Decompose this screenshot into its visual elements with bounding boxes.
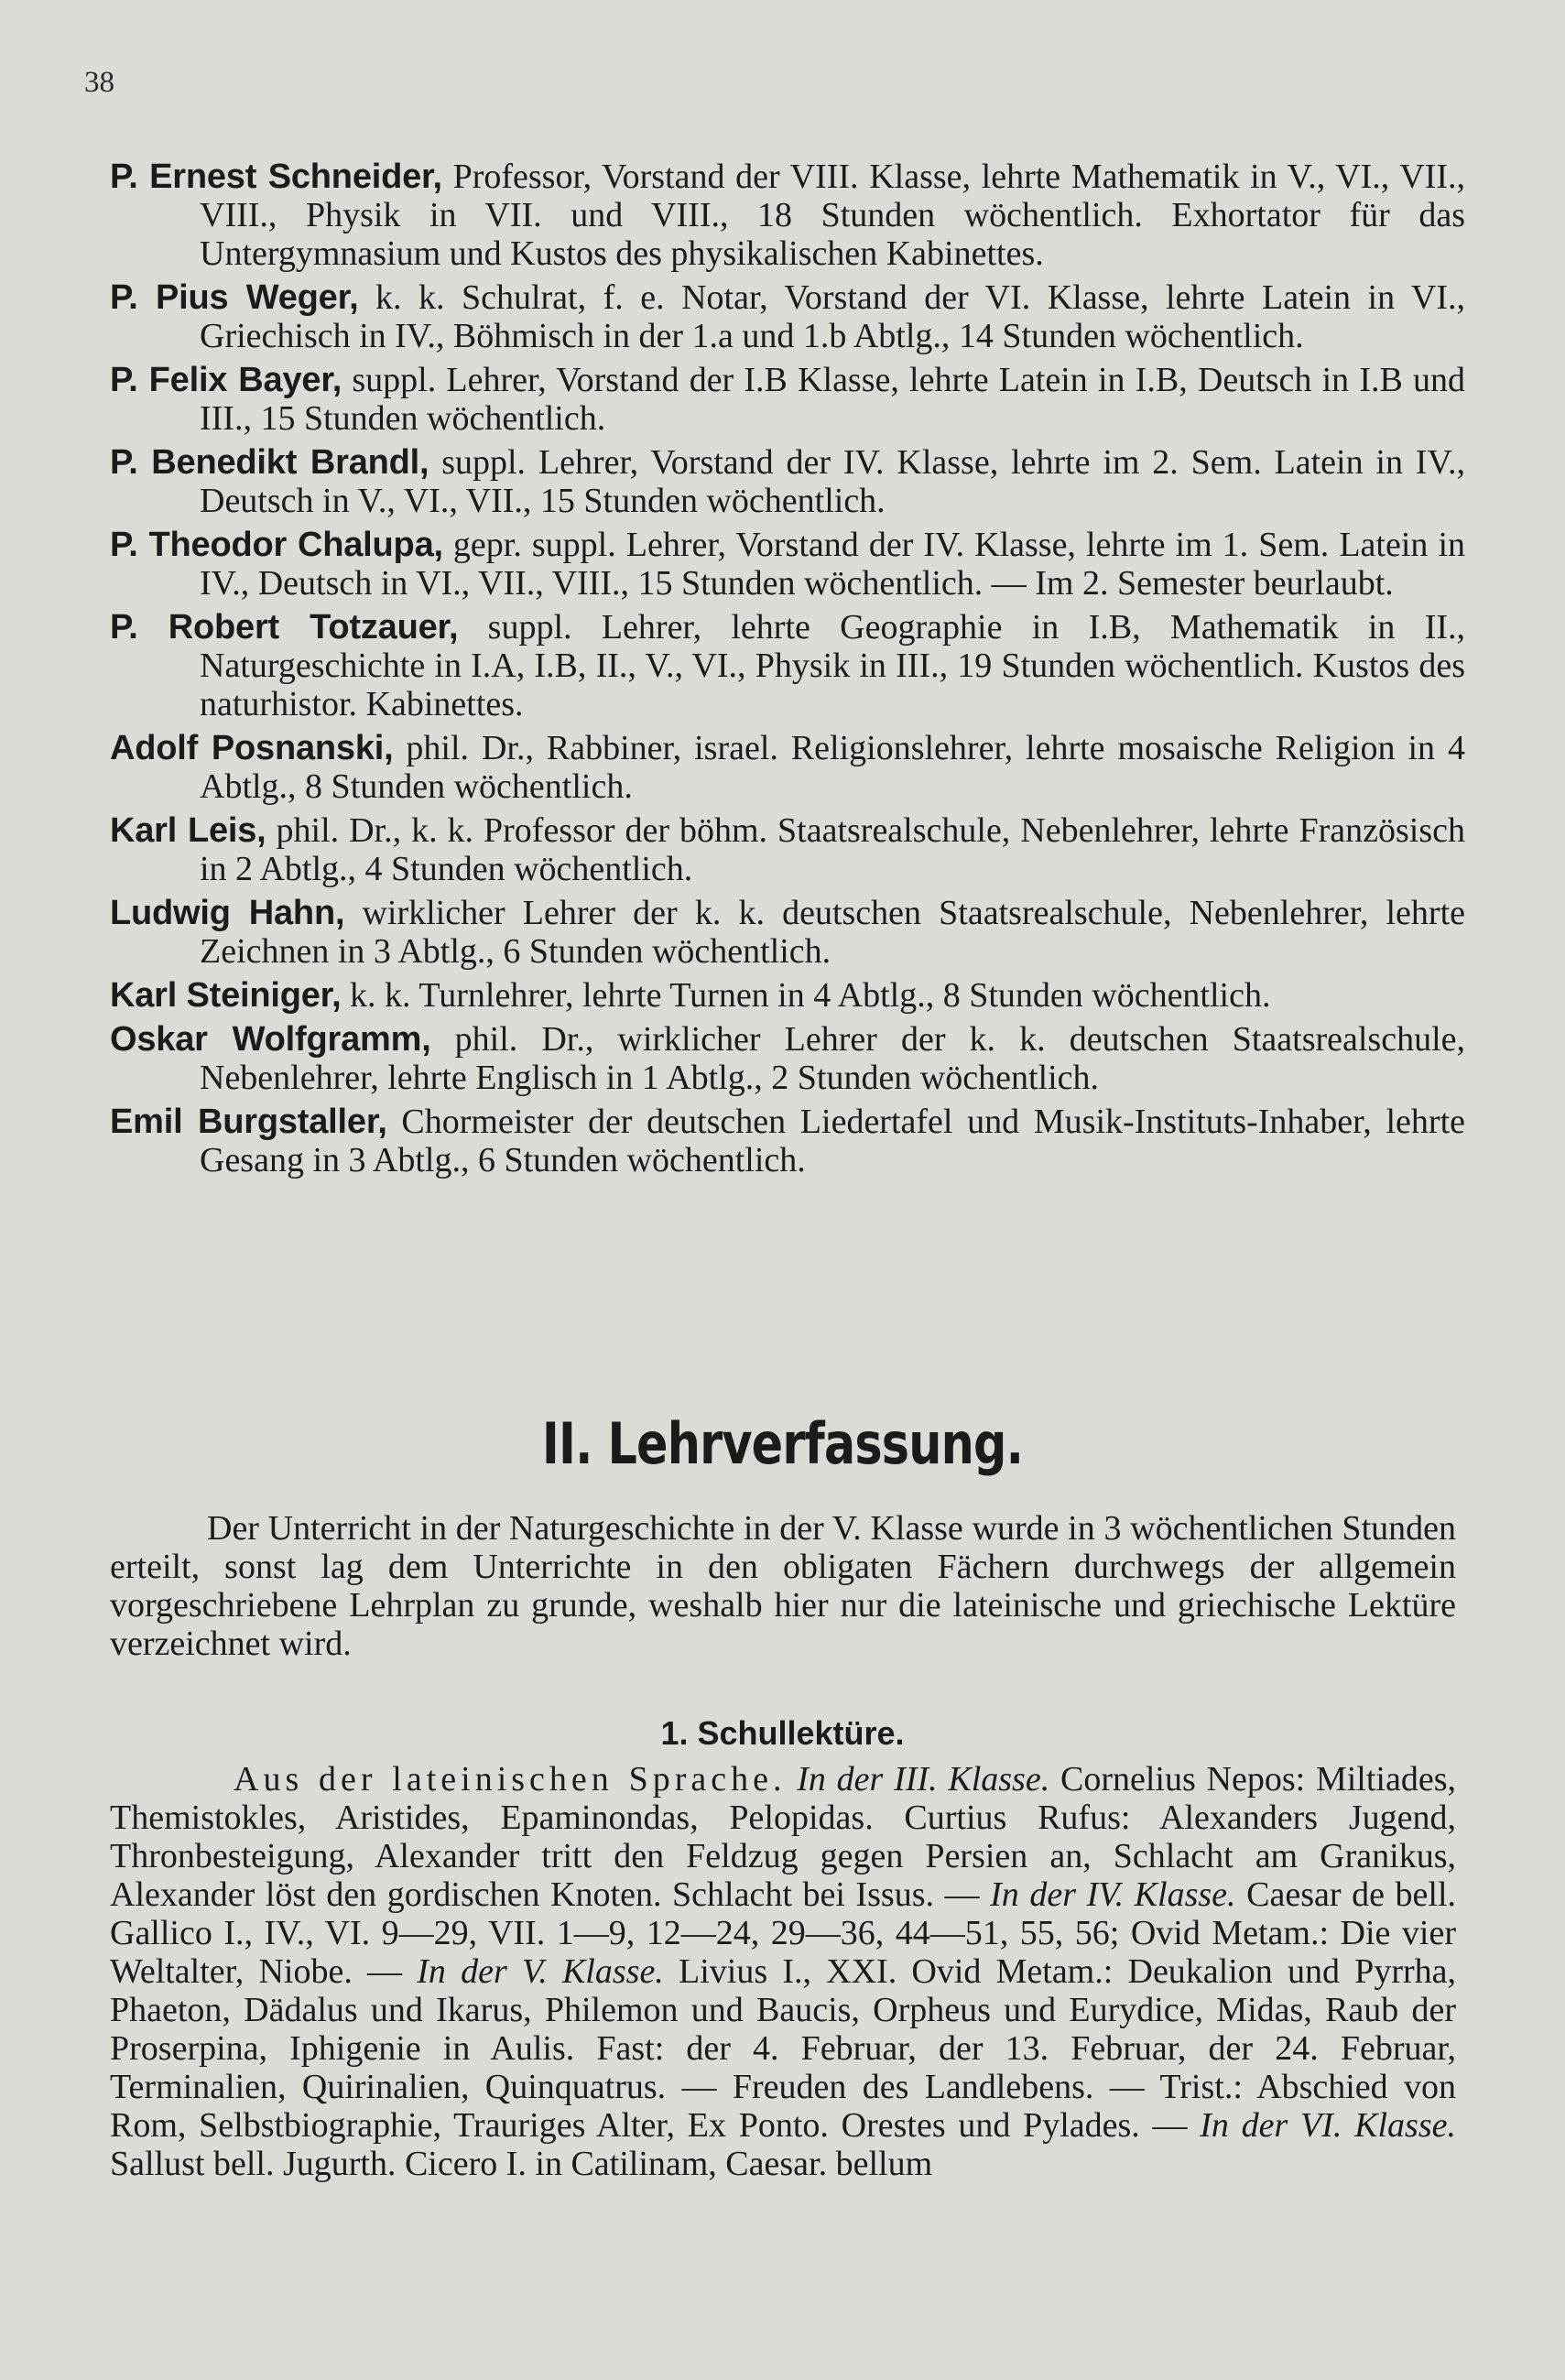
staff-description: k. k. Turnlehrer, lehrte Turnen in 4 Abtlg., 8 Stunden wöchentlich. <box>341 976 1271 1015</box>
staff-description: phil. Dr., wirklicher Lehrer der k. k. deutschen Staatsrealschule, Nebenlehrer, lehrte Englisch in 1 Abtlg., 2 Stunden wöchentlich. <box>200 1020 1466 1097</box>
class-iv-readings: Caesar de bell. Gallico I., IV., VI. 9—29, VII. 1—9, 12—24, 29—36, 44—51, 55, 56; Ovid Metam.: Die vier Weltalter, Niobe. — <box>110 1875 1457 1991</box>
class-v-readings: Livius I., XXI. Ovid Metam.: Deukalion und Pyrrha, Phaeton, Dädalus und Ikarus, Philemon und Baucis, Orpheus und Eurydice, Midas, Raub der Proserpina, Iphigenie in Aulis. Fast: der 4. Februar, der 13. Februar, der 24. Februar, Terminalien, Quirinalien, Quinquatrus. — Freuden des Landlebens. — Trist.: Abschied von Rom, Selbstbiographie, Trauriges Alter, Ex Ponto. Orestes und Pylades. — <box>110 1952 1456 2145</box>
page-number: 38 <box>84 66 114 99</box>
staff-entry <box>110 278 1465 355</box>
staff-entry <box>110 158 1465 273</box>
staff-description: k. k. Schulrat, f. e. Notar, Vorstand der VI. Klasse, lehrte Latein in VI., Griechisch in IV., Böhmisch in der 1.a und 1.b Abtlg., 14 Stunden wöchentlich. <box>200 278 1465 355</box>
staff-description: wirklicher Lehrer der k. k. deutschen Staatsrealschule, Nebenlehrer, lehrte Zeichnen in 3 Abtlg., 6 Stunden wöchentlich. <box>200 894 1465 971</box>
staff-list <box>110 158 1465 1185</box>
staff-name: Emil Burgstaller, <box>110 1103 387 1141</box>
staff-entry <box>110 361 1465 438</box>
class-label-iii: In der III. Klasse. <box>797 1760 1050 1799</box>
staff-entry <box>110 811 1465 888</box>
staff-name: P. Benedikt Brandl, <box>110 443 429 482</box>
staff-description: gepr. suppl. Lehrer, Vorstand der IV. Klasse, lehrte im 1. Sem. Latein in IV., Deutsch in VI., VII., VIII., 15 Stunden wöchentlich. — Im 2. Semester beurlaubt. <box>200 526 1465 603</box>
class-label-v: In der V. Klasse. <box>417 1952 664 1991</box>
staff-name: Ludwig Hahn, <box>110 894 345 932</box>
staff-name: Karl Leis, <box>110 811 266 850</box>
staff-description: Professor, Vorstand der VIII. Klasse, lehrte Mathematik in V., VI., VII., VIII., Physik in VII. und VIII., 18 Stunden wöchentlich. Exhortator für das Untergymnasium und Kustos des physikalischen Kabinettes. <box>200 158 1465 273</box>
staff-name: P. Pius Weger, <box>110 278 359 317</box>
staff-name: P. Ernest Schneider, <box>110 158 442 196</box>
class-label-vi: In der VI. Klasse. <box>1200 2106 1456 2145</box>
language-heading: Aus der lateinischen Sprache. <box>234 1760 787 1799</box>
staff-name: P. Felix Bayer, <box>110 361 342 399</box>
section-intro-paragraph: Der Unterricht in der Naturgeschichte in der V. Klasse wurde in 3 wöchentlichen Stunden erteilt, sonst lag dem Unterrichte in den obligaten Fächern durchwegs der allgemein vorgeschriebene Lehrplan zu grunde, weshalb hier nur die lateinische und griechische Lektüre verzeichnet wird. <box>110 1509 1456 1663</box>
staff-description: phil. Dr., k. k. Professor der böhm. Staatsrealschule, Nebenlehrer, lehrte Französisch in 2 Abtlg., 4 Stunden wöchentlich. <box>200 811 1465 888</box>
staff-entry <box>110 976 1465 1015</box>
latin-reading-paragraph <box>110 1760 1456 2183</box>
staff-entry <box>110 729 1465 806</box>
staff-name: Adolf Posnanski, <box>110 729 394 767</box>
staff-entry <box>110 526 1465 603</box>
class-iii-readings: Cornelius Nepos: Miltiades, Themistokles, Aristides, Epaminondas, Pelopidas. Curtius Rufus: Alexanders Jugend, Thronbesteigung, Alexander tritt den Feldzug gegen Persien an, Schlacht am Granikus, Alexander löst den gordischen Knoten. Schlacht bei Issus. — <box>110 1760 1457 1914</box>
staff-name: Karl Steiniger, <box>110 976 342 1015</box>
staff-description: suppl. Lehrer, Vorstand der I.B Klasse, lehrte Latein in I.B, Deutsch in I.B und III., 15 Stunden wöchentlich. <box>200 361 1466 438</box>
staff-name: Oskar Wolfgramm, <box>110 1020 431 1059</box>
staff-description: suppl. Lehrer, lehrte Geographie in I.B, Mathematik in II., Naturgeschichte in I.A, I.B, II., V., VI., Physik in III., 19 Stunden wöchentlich. Kustos des naturhistor. Kabinettes. <box>200 608 1466 723</box>
staff-entry <box>110 1103 1465 1179</box>
staff-description: suppl. Lehrer, Vorstand der IV. Klasse, lehrte im 2. Sem. Latein in IV., Deutsch in V., VI., VII., 15 Stunden wöchentlich. <box>200 443 1465 520</box>
staff-name: P. Robert Totzauer, <box>110 608 459 647</box>
staff-description: phil. Dr., Rabbiner, israel. Religionslehrer, lehrte mosaische Religion in 4 Abtlg., 8 Stunden wöchentlich. <box>200 729 1465 806</box>
class-label-iv: In der IV. Klasse. <box>990 1875 1236 1914</box>
staff-entry <box>110 894 1465 971</box>
staff-entry <box>110 608 1465 723</box>
staff-entry <box>110 443 1465 520</box>
class-vi-readings: Sallust bell. Jugurth. Cicero I. in Catilinam, Caesar. bellum <box>110 2145 933 2183</box>
staff-name: P. Theodor Chalupa, <box>110 526 443 564</box>
section-heading: II. Lehrverfassung. <box>541 1410 1024 1477</box>
subsection-heading: 1. Schullektüre. <box>660 1714 905 1752</box>
staff-entry <box>110 1020 1465 1097</box>
staff-description: Chormeister der deutschen Liedertafel und Musik-Instituts-Inhaber, lehrte Gesang in 3 Abtlg., 6 Stunden wöchentlich. <box>200 1103 1465 1179</box>
